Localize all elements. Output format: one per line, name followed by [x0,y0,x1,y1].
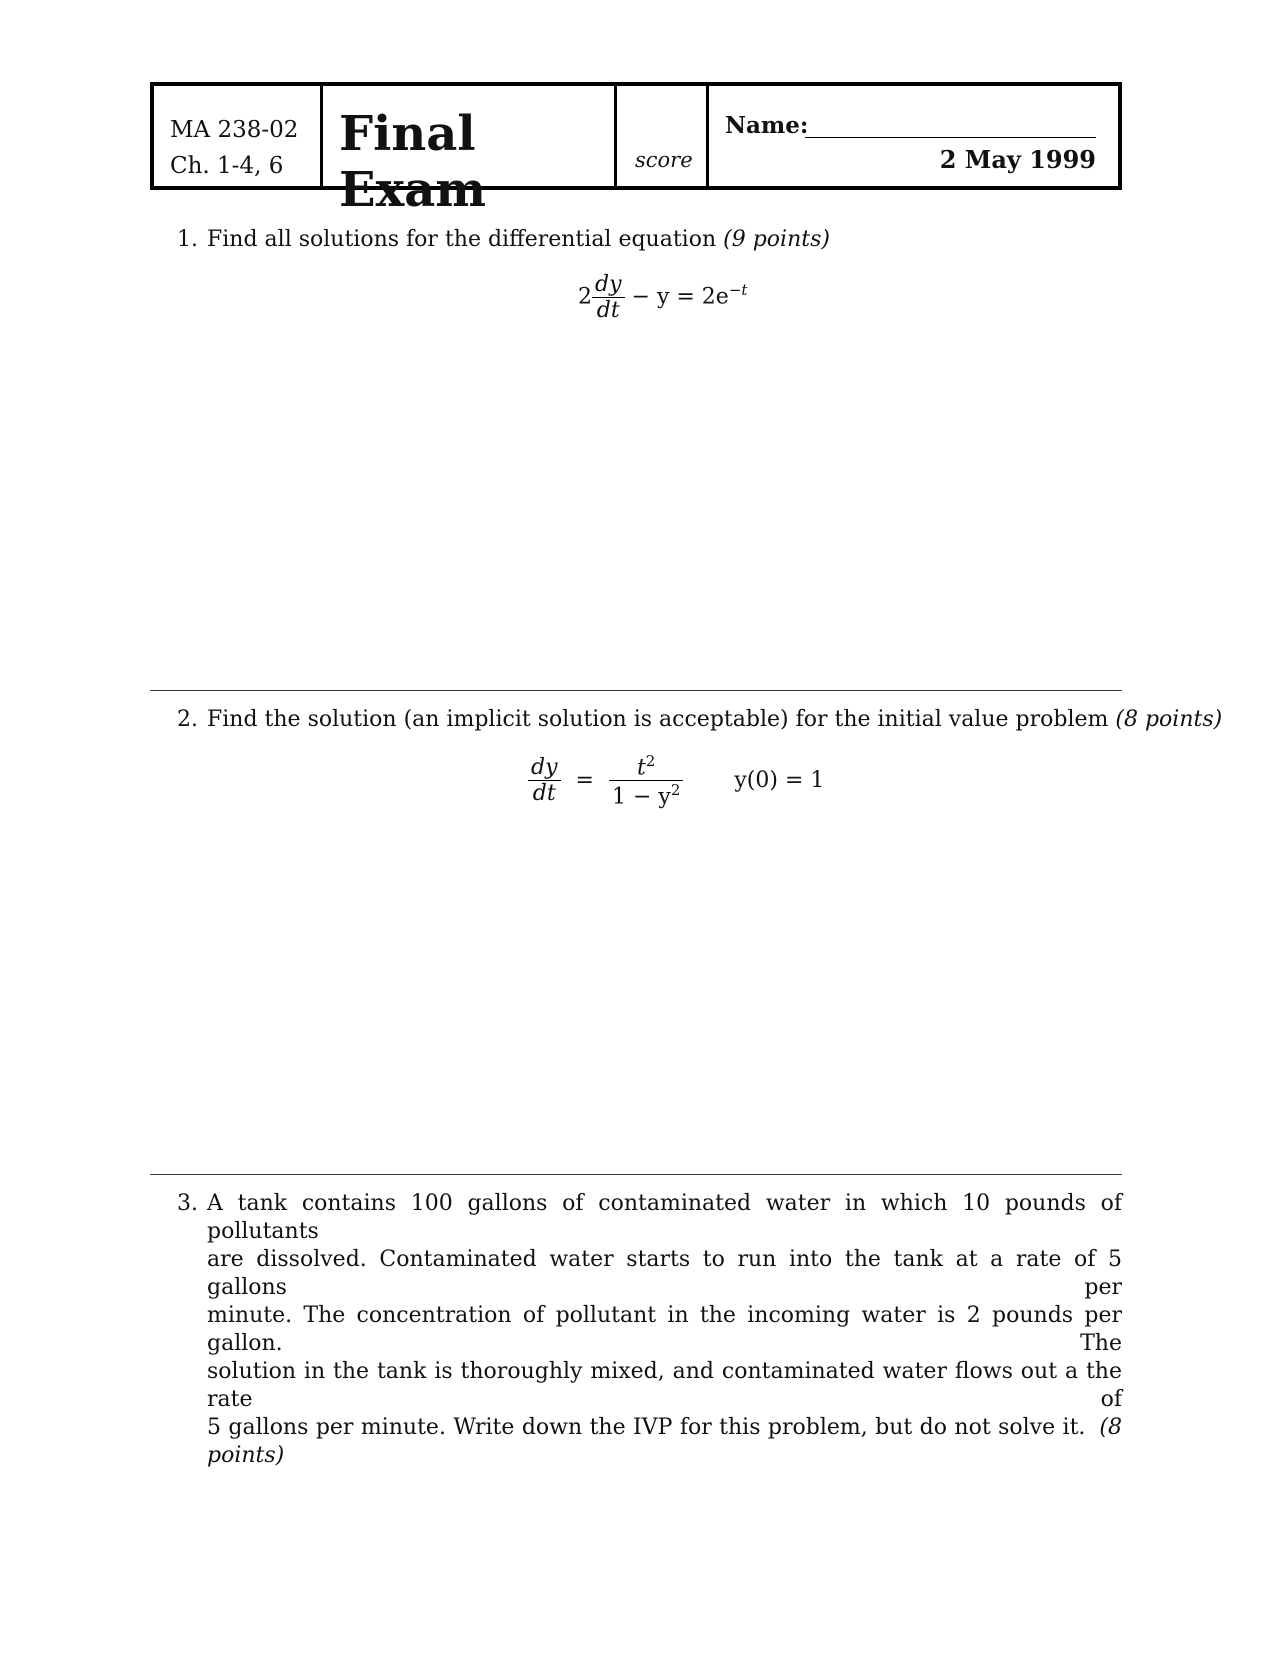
eq2-condition: y(0) = 1 [734,767,825,793]
title-cell [320,86,614,218]
question-3 [177,1190,1122,1470]
eq1-num: dy [595,272,622,297]
section-divider [150,1174,1122,1175]
score-cell [614,86,706,186]
eq2-rhs-bottom [609,780,683,809]
q3-line-1: A tank contains 100 gallons of contaminated water in which 10 pounds of pollutants [207,1191,1122,1244]
course-cell [154,86,320,186]
question-number: 2. [177,707,198,732]
chapters: Ch. 1-4, 6 [170,153,284,179]
eq2-lhs-den: dt [528,780,561,806]
eq2-lhs [528,755,561,806]
name-cell [706,86,1118,186]
eq2-rhs-num-exp: 2 [645,752,656,770]
question-number: 3. [177,1191,198,1216]
q3-line-4: solution in the tank is thoroughly mixed, and contaminated water flows out a the rate of [207,1359,1122,1412]
q3-line-2: are dissolved. Contaminated water starts to run into the tank at a rate of 5 gallons per [207,1247,1122,1300]
question-1 [177,226,830,254]
q3-line-5 [207,1414,1122,1470]
eq2-rhs-num: t [636,755,646,781]
eq2-rhs-top [609,752,683,780]
equation-1 [578,272,747,323]
question-2 [177,706,1222,734]
eq1-exp: −t [728,281,748,300]
name-line [805,137,1096,138]
eq1-den: dt [592,297,625,323]
question-points: (8 points) [1115,707,1223,732]
question-text: Find the solution (an implicit solution is acceptable) for the initial value problem [207,707,1109,732]
eq1-rest: − y = 2e [631,284,729,310]
question-text: Find all solutions for the differential equation [207,227,717,252]
question-points: (9 points) [723,227,830,252]
eq2-equals: = [575,767,594,793]
eq1-coef: 2 [578,284,592,310]
section-divider [150,690,1122,691]
q3-line-5-text: 5 gallons per minute. Write down the IVP for this problem, but do not solve it. [207,1415,1086,1440]
eq2-rhs [609,752,683,810]
q3-line-3: minute. The concentration of pollutant in the incoming water is 2 pounds per gallon. The [207,1303,1122,1356]
equation-2 [528,752,824,810]
course-code: MA 238-02 [170,117,299,143]
eq2-rhs-den-exp: 2 [670,781,681,800]
question-number: 1. [177,227,198,252]
eq2-lhs-num: dy [531,755,558,781]
name-label: Name: [725,112,809,139]
score-label: score [635,148,693,172]
exam-header [150,82,1122,218]
exam-title: Final Exam [339,106,487,218]
eq2-rhs-den: 1 − y [611,784,671,810]
eq1-fraction [592,272,625,323]
question-points: (8 points) [207,1415,1122,1468]
exam-date: 2 May 1999 [939,145,1096,174]
